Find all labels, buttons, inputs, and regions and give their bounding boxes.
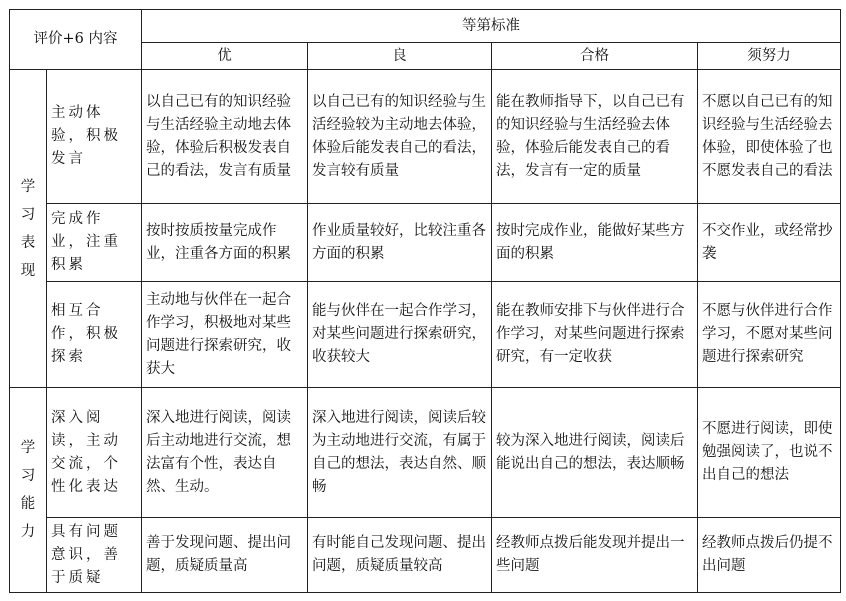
table-cell: 作业质量较好，比较注重各方面的积累 bbox=[308, 204, 492, 282]
table-cell: 有时能自己发现问题、提出问题，质疑质量较高 bbox=[308, 518, 492, 593]
table-cell: 善于发现问题、提出问题，质疑质量高 bbox=[142, 518, 308, 593]
table-cell: 以自己已有的知识经验与生活经验较为主动地去体验，体验后能发表自己的看法，发言较有质量 bbox=[308, 70, 492, 204]
table-cell: 能与伙伴在一起合作学习，对某些问题进行探索研究，收获较大 bbox=[308, 282, 492, 388]
group-header: 等第标准 bbox=[142, 10, 841, 43]
criterion-label: 主动体验，积极发言 bbox=[47, 70, 142, 204]
table-cell: 能在教师安排下与伙伴进行合作学习，对某些问题进行探索研究，有一定收获 bbox=[492, 282, 698, 388]
table-cell: 不交作业，或经常抄袭 bbox=[698, 204, 841, 282]
level-header-needs-effort: 须努力 bbox=[698, 43, 841, 70]
table-cell: 经教师点拨后仍提不出问题 bbox=[698, 518, 841, 593]
table-cell: 以自己已有的知识经验与生活经验主动地去体验，体验后积极发表自己的看法，发言有质量 bbox=[142, 70, 308, 204]
level-header-excellent: 优 bbox=[142, 43, 308, 70]
table-cell: 深入地进行阅读，阅读后较为主动地进行交流，有属于自己的想法，表达自然、顺畅 bbox=[308, 388, 492, 518]
criterion-label: 具有问题意识，善于质疑 bbox=[47, 518, 142, 593]
table-row bbox=[10, 204, 841, 282]
evaluation-table bbox=[9, 9, 841, 593]
table-row bbox=[10, 388, 841, 518]
level-header-good: 良 bbox=[308, 43, 492, 70]
table-cell: 主动地与伙伴在一起合作学习，积极地对某些问题进行探索研究，收获大 bbox=[142, 282, 308, 388]
table-cell: 不愿进行阅读，即使勉强阅读了，也说不出自己的想法 bbox=[698, 388, 841, 518]
table-row bbox=[10, 518, 841, 593]
level-header-pass: 合格 bbox=[492, 43, 698, 70]
table-cell: 深入地进行阅读，阅读后主动地进行交流，想法富有个性，表达自然、生动。 bbox=[142, 388, 308, 518]
corner-header: 评价+6 内容 bbox=[10, 10, 142, 70]
table-cell: 较为深入地进行阅读，阅读后能说出自己的想法，表达顺畅 bbox=[492, 388, 698, 518]
table-cell: 按时按质按量完成作业，注重各方面的积累 bbox=[142, 204, 308, 282]
criterion-label: 深入阅读，主动交流，个性化表达 bbox=[47, 388, 142, 518]
table-cell: 不愿与伙伴进行合作学习，不愿对某些问题进行探索研究 bbox=[698, 282, 841, 388]
table-row bbox=[10, 282, 841, 388]
criterion-label: 完成作业，注重积累 bbox=[47, 204, 142, 282]
table-cell: 不愿以自己已有的知识经验与生活经验去体验，即使体验了也不愿发表自己的看法 bbox=[698, 70, 841, 204]
section-label-ability: 学 习 能 力 bbox=[10, 388, 47, 593]
section-label-performance: 学 习 表 现 bbox=[10, 70, 47, 388]
criterion-label: 相互合作，积极探索 bbox=[47, 282, 142, 388]
table-cell: 能在教师指导下，以自己已有的知识经验与生活经验去体验，体验后能发表自己的看法，发言有一定的质量 bbox=[492, 70, 698, 204]
table-cell: 按时完成作业，能做好某些方面的积累 bbox=[492, 204, 698, 282]
table-row bbox=[10, 70, 841, 204]
table-cell: 经教师点拨后能发现并提出一些问题 bbox=[492, 518, 698, 593]
